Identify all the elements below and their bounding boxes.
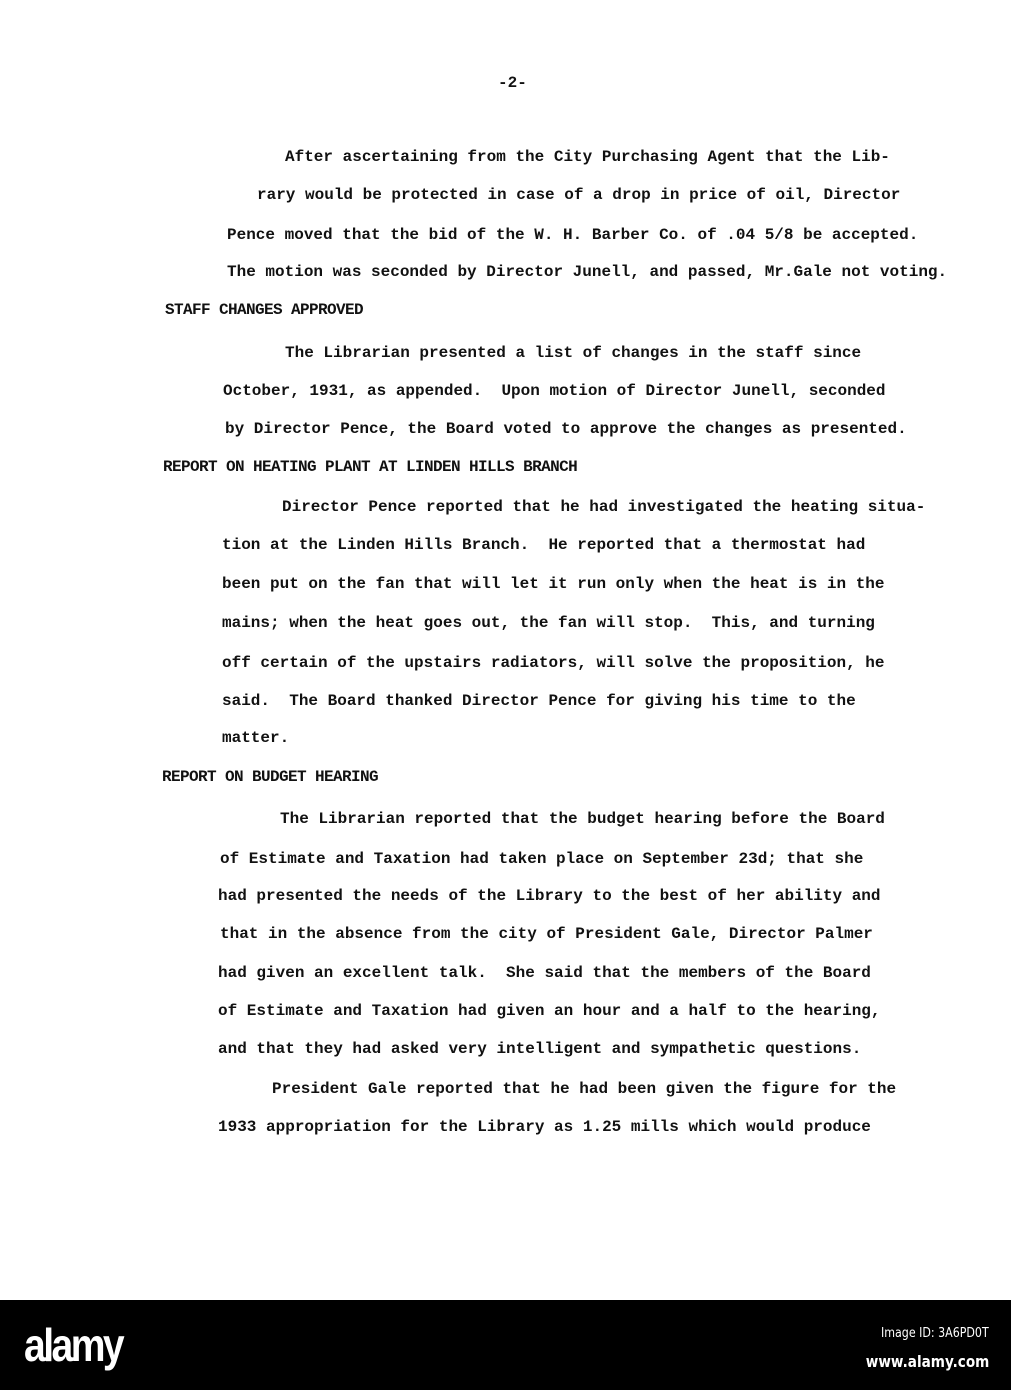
paragraph-line: that in the absence from the city of President Gale, Director Palmer <box>220 925 873 943</box>
paragraph-line: by Director Pence, the Board voted to approve the changes as presented. <box>225 420 907 438</box>
paragraph-line: of Estimate and Taxation had given an hour and a half to the hearing, <box>218 1002 881 1020</box>
paragraph-line: had presented the needs of the Library to the best of her ability and <box>218 887 881 905</box>
paragraph-line: After ascertaining from the City Purchasing Agent that the Lib- <box>285 148 890 166</box>
page-number: -2- <box>498 74 527 92</box>
paragraph-line: The motion was seconded by Director Junell, and passed, Mr.Gale not voting. <box>227 263 948 281</box>
paragraph-line: President Gale reported that he had been given the figure for the <box>272 1080 897 1098</box>
paragraph-line: had given an excellent talk. She said that the members of the Board <box>218 964 871 982</box>
paragraph-line: October, 1931, as appended. Upon motion of Director Junell, seconded <box>223 382 886 400</box>
paragraph-line: The Librarian presented a list of changes in the staff since <box>285 344 862 362</box>
image-id-label: Image ID: 3A6PD0T <box>881 1326 989 1341</box>
paragraph-line: The Librarian reported that the budget hearing before the Board <box>280 810 885 828</box>
paragraph-line: mains; when the heat goes out, the fan will stop. This, and turning <box>222 614 875 632</box>
paragraph-line: said. The Board thanked Director Pence for giving his time to the <box>222 692 856 710</box>
paragraph-line: off certain of the upstairs radiators, will solve the proposition, he <box>222 654 885 672</box>
section-heading: REPORT ON BUDGET HEARING <box>162 768 379 786</box>
paragraph-line: of Estimate and Taxation had taken place on September 23d; that she <box>220 850 864 868</box>
paragraph-line: Director Pence reported that he had investigated the heating situa- <box>282 498 926 516</box>
alamy-logo: alamy <box>24 1319 123 1371</box>
paragraph-line: matter. <box>222 729 290 747</box>
paragraph-line: been put on the fan that will let it run only when the heat is in the <box>222 575 885 593</box>
section-heading: REPORT ON HEATING PLANT AT LINDEN HILLS BRANCH <box>163 458 578 476</box>
paragraph-line: tion at the Linden Hills Branch. He reported that a thermostat had <box>222 536 866 554</box>
paragraph-line: and that they had asked very intelligent and sympathetic questions. <box>218 1040 862 1058</box>
website-label: www.alamy.com <box>865 1352 989 1371</box>
paragraph-line: rary would be protected in case of a drop in price of oil, Director <box>257 186 901 204</box>
watermark-banner <box>0 1300 1011 1390</box>
section-heading: STAFF CHANGES APPROVED <box>165 301 364 319</box>
paragraph-line: Pence moved that the bid of the W. H. Barber Co. of .04 5/8 be accepted. <box>227 226 919 244</box>
paragraph-line: 1933 appropriation for the Library as 1.25 mills which would produce <box>218 1118 871 1136</box>
